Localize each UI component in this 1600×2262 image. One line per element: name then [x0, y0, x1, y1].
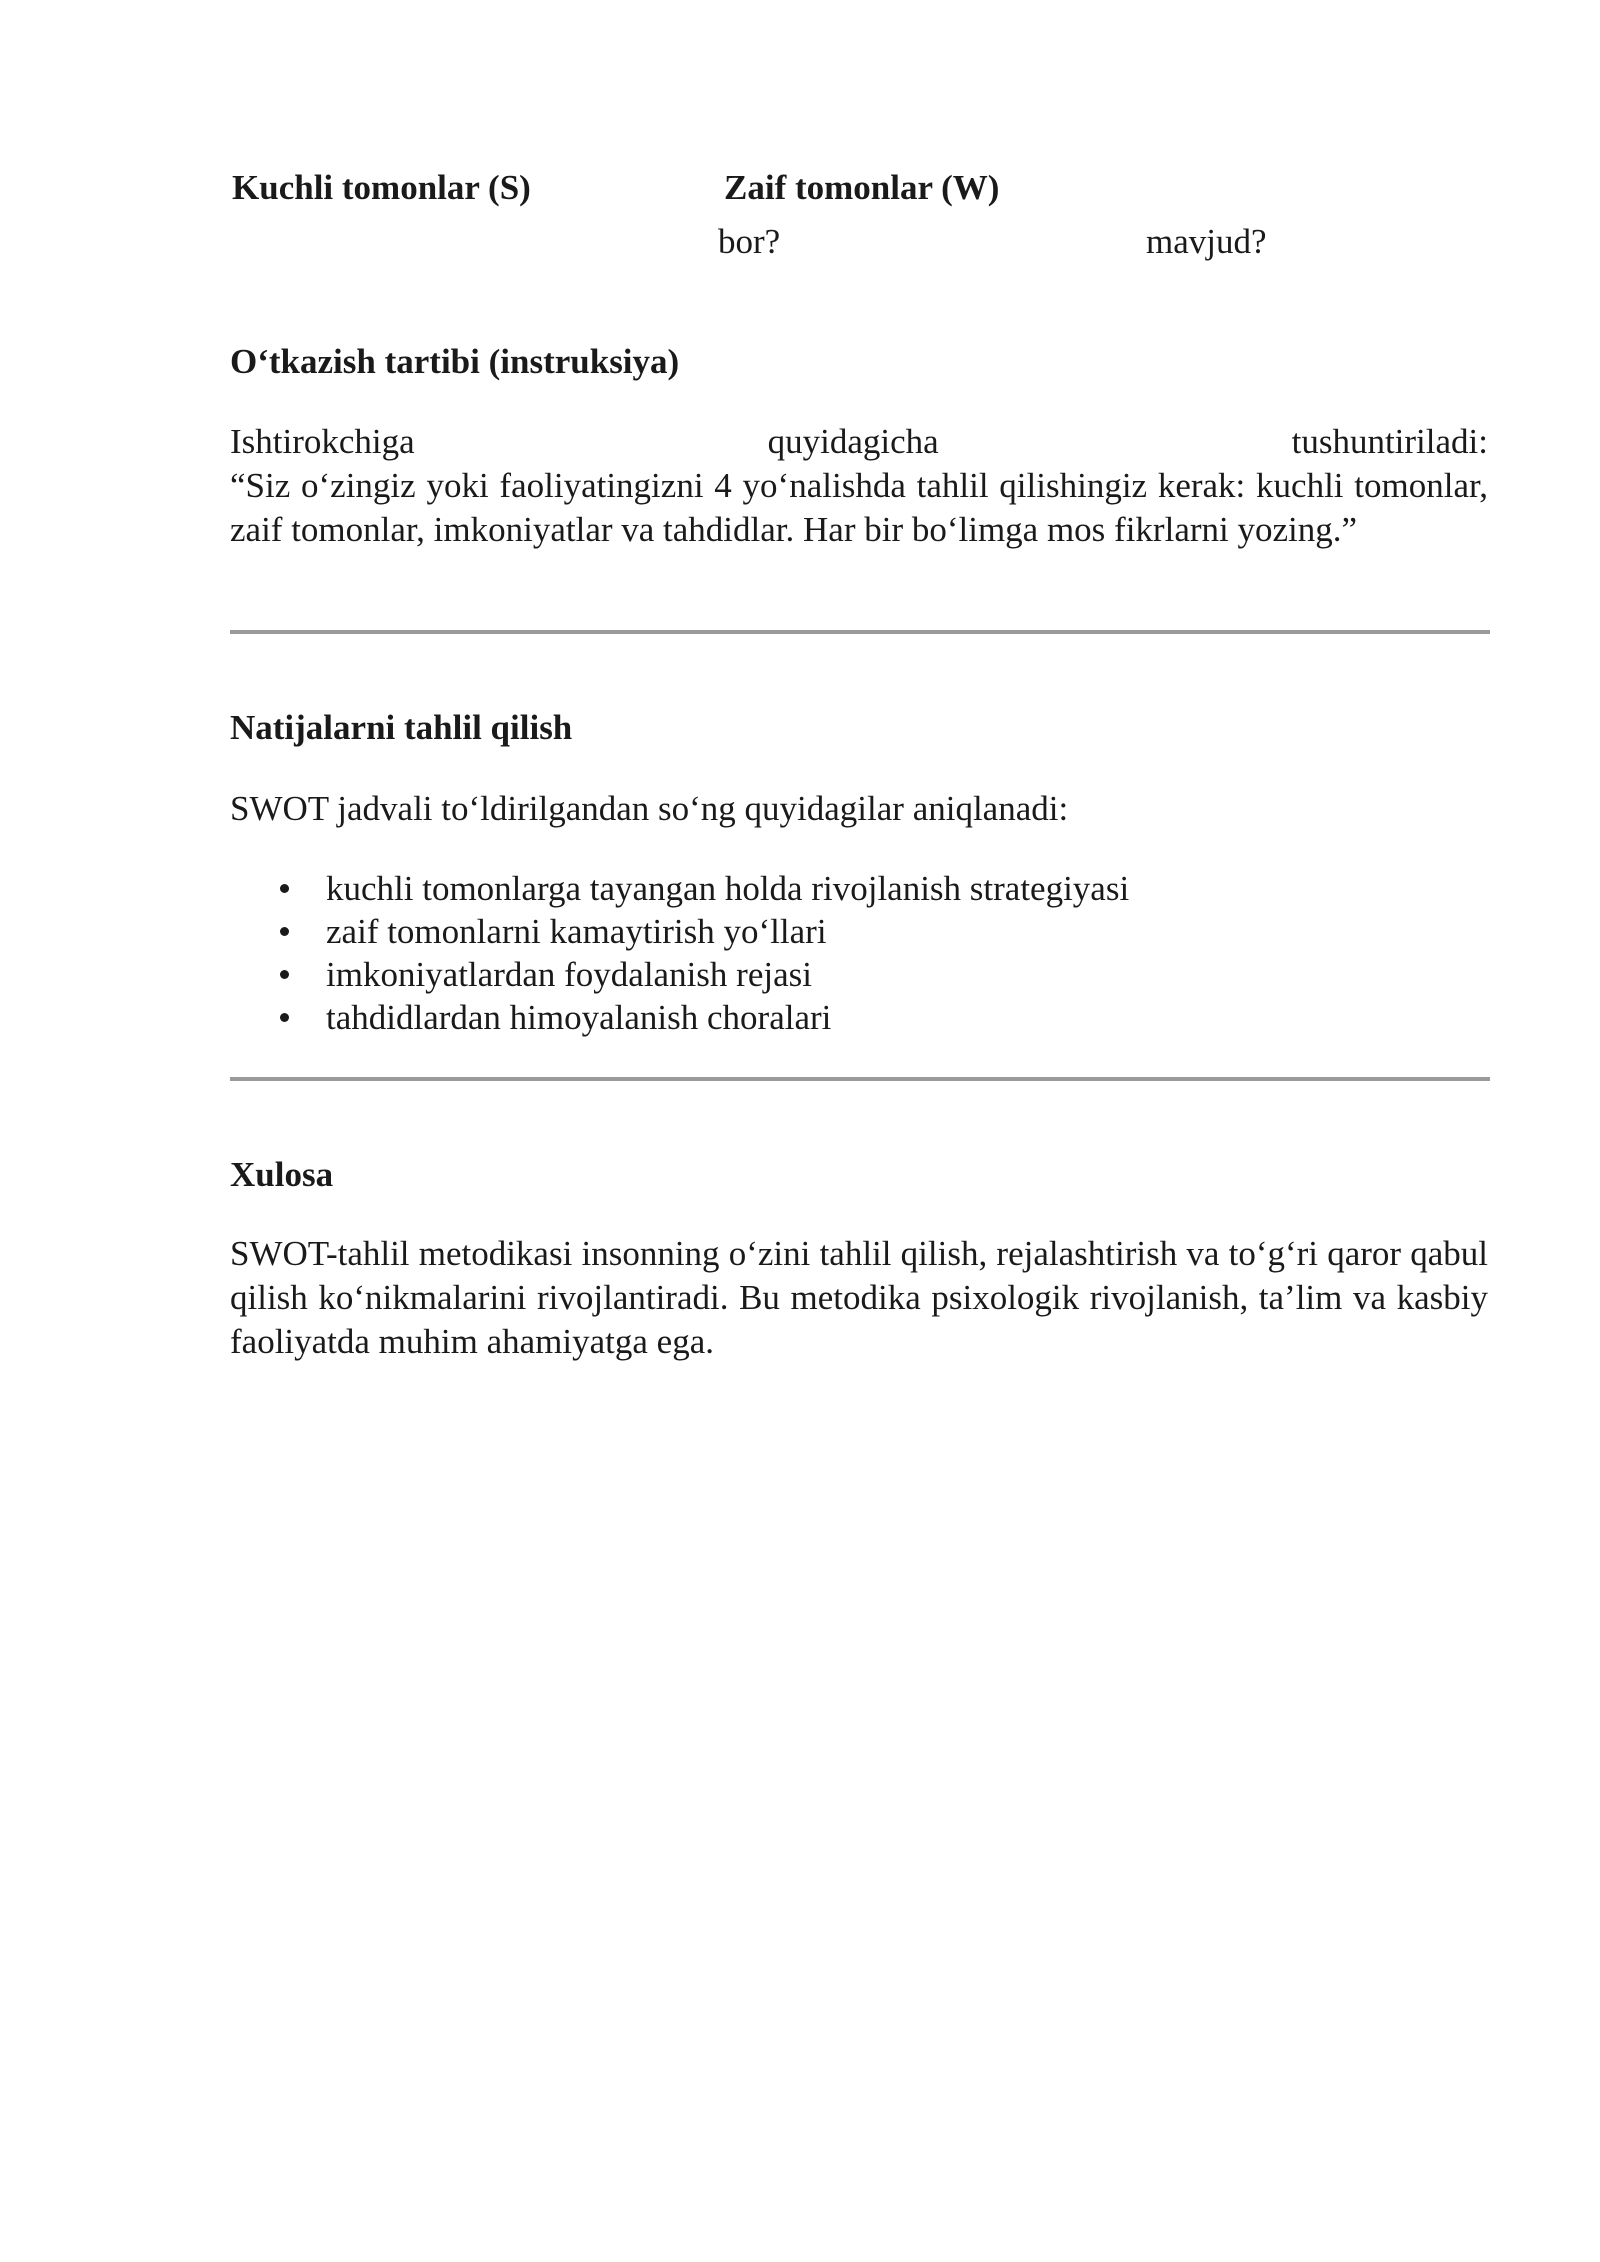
bullet-icon — [280, 970, 289, 979]
instruction-quote: “Siz o‘zingiz yoki faoliyatingizni 4 yo‘nalishda tahlil qilishingiz kerak: kuchli tomonlar, zaif tomonlar, imkoniyatlar va tahdidlar. Har bir bo‘limga mos fikrlarni yozing.” — [230, 466, 1488, 549]
list-item — [230, 910, 1129, 953]
instruction-word: tushuntiriladi: — [1291, 422, 1488, 461]
section-divider — [230, 630, 1490, 634]
swot-table-fragment — [230, 168, 1490, 278]
list-item-text: kuchli tomonlarga tayangan holda rivojlanish strategiyasi — [326, 869, 1130, 908]
conclusion-paragraph: SWOT-tahlil metodikasi insonning o‘zini tahlil qilish, rejalashtirish va to‘g‘ri qaror qabul qilish ko‘nikmalarini rivojlantiradi. Bu metodika psixologik rivojlanish, ta’lim va kasbiy faoliyatda muhim ahamiyatga ega. — [230, 1234, 1488, 1361]
list-item — [230, 867, 1129, 910]
instruction-title: O‘tkazish tartibi (instruksiya) — [230, 342, 680, 381]
bullet-icon — [280, 884, 289, 893]
analysis-intro: SWOT jadvali to‘ldirilgandan so‘ng quyidagilar aniqlanadi: — [230, 789, 1069, 828]
instruction-word: quyidagicha — [767, 422, 939, 461]
weaknesses-column-title: Zaif tomonlar (W) — [724, 168, 1000, 207]
opportunities-cell-text: mavjud? — [1146, 222, 1267, 261]
list-item-text: zaif tomonlarni kamaytirish yo‘llari — [326, 912, 827, 951]
bullet-icon — [280, 1013, 289, 1022]
conclusion-title: Xulosa — [230, 1155, 334, 1194]
weaknesses-cell-text: bor? — [718, 222, 781, 261]
list-item-text: tahdidlardan himoyalanish choralari — [326, 998, 832, 1037]
list-item-text: imkoniyatlardan foydalanish rejasi — [326, 955, 812, 994]
analysis-list — [230, 867, 1129, 1039]
section-divider — [230, 1077, 1490, 1081]
instruction-first-line — [230, 420, 1488, 464]
analysis-title: Natijalarni tahlil qilish — [230, 708, 573, 747]
strengths-column-title: Kuchli tomonlar (S) — [232, 168, 531, 207]
list-item — [230, 953, 1129, 996]
instruction-paragraph — [230, 420, 1488, 552]
instruction-word: Ishtirokchiga — [230, 422, 415, 461]
list-item — [230, 996, 1129, 1039]
bullet-icon — [280, 927, 289, 936]
